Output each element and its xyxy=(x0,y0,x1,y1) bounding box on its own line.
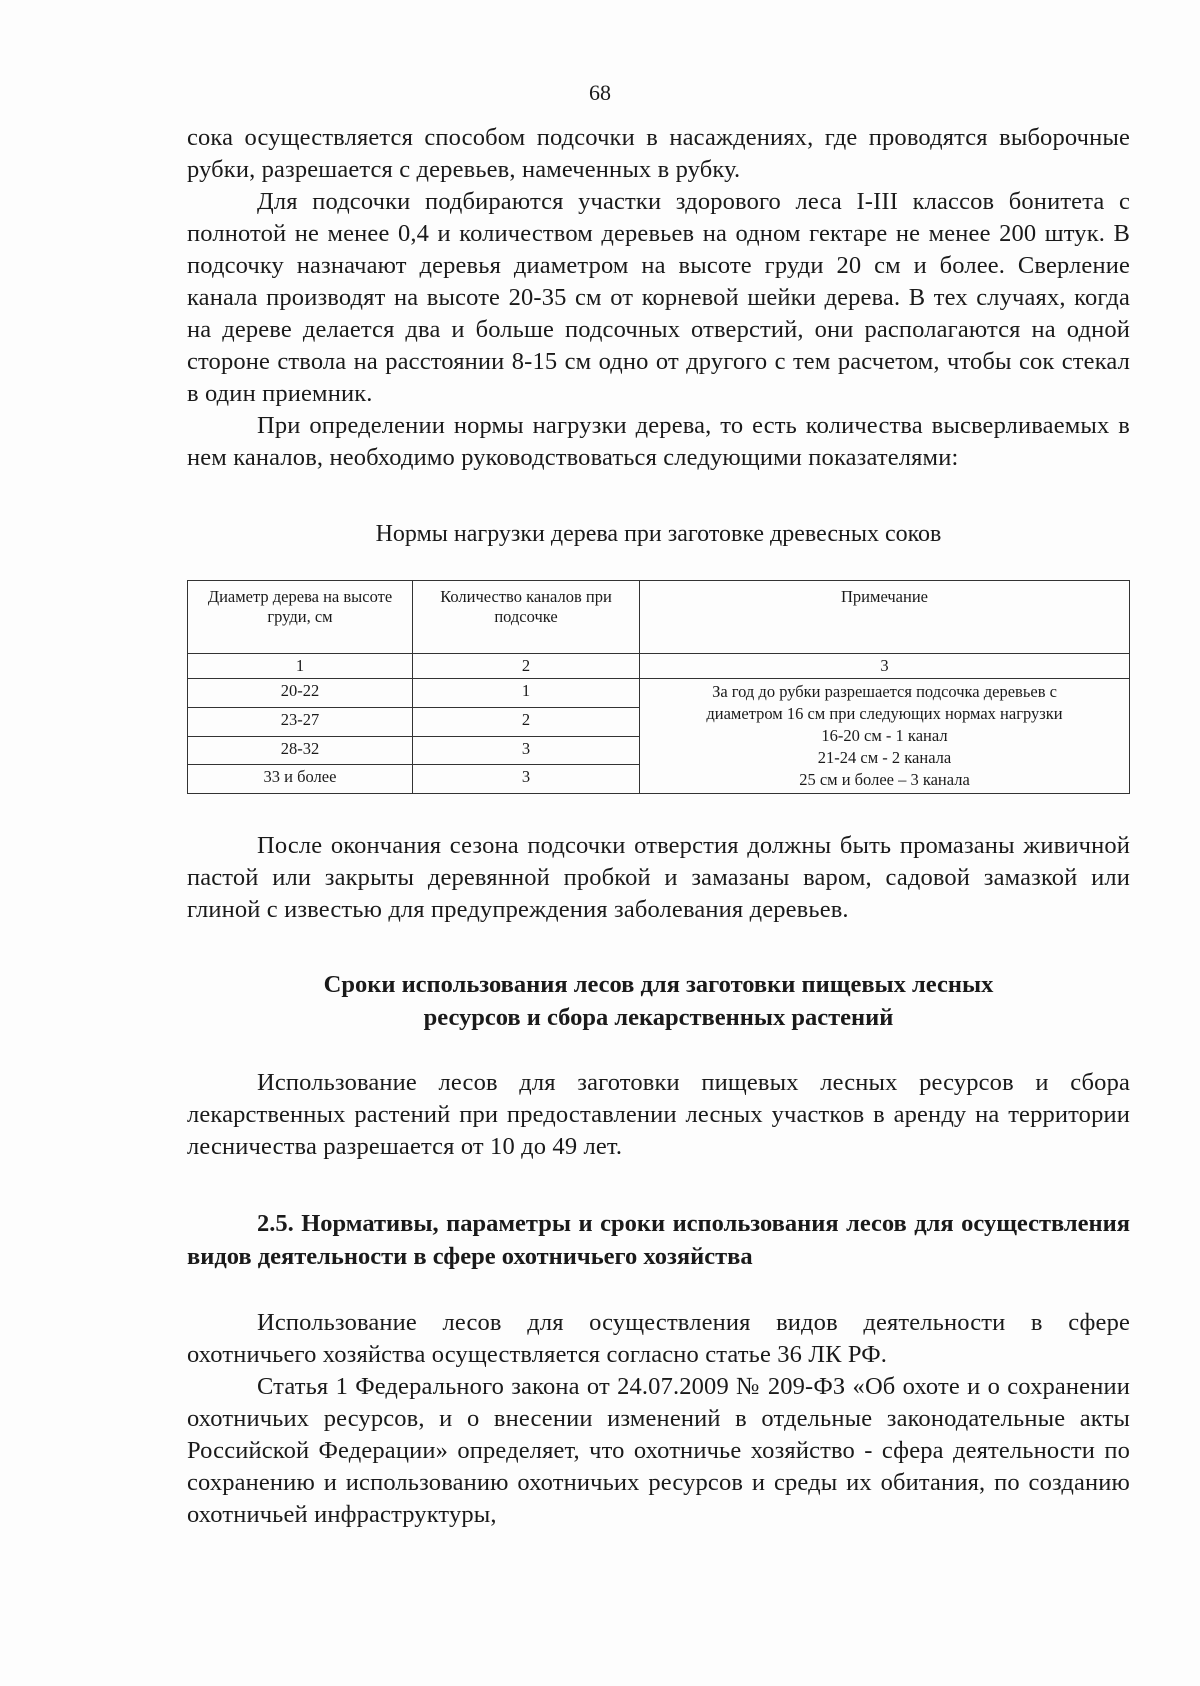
column-number: 3 xyxy=(640,654,1130,679)
note-line: диаметром 16 см при следующих нормах нагрузки xyxy=(706,704,1063,723)
paragraph-continuation: сока осуществляется способом подсочки в насаждениях, где проводятся выборочные рубки, разрешается с деревьев, намеченных в рубку. xyxy=(187,124,1130,183)
paragraph-after-tapping: После окончания сезона подсочки отверстия должны быть промазаны живичной пастой или закрыты деревянной пробкой и замазаны варом, садовой замазкой или глиной с известью для предупреждения заболевания деревьев. xyxy=(187,832,1130,923)
section-title-hunting: 2.5. Нормативы, параметры и сроки использования лесов для осуществления видов деятельности в сфере охотничьего хозяйства xyxy=(187,1210,1130,1270)
header-diameter: Диаметр дерева на высоте груди, см xyxy=(188,581,413,654)
cell-diameter: 23-27 xyxy=(188,707,413,736)
table-column-numbers-row xyxy=(188,654,1130,679)
note-line: За год до рубки разрешается подсочка деревьев с xyxy=(712,682,1057,701)
cell-diameter: 33 и более xyxy=(188,765,413,794)
page-content xyxy=(187,122,1130,1531)
paragraph-food-resources: Использование лесов для заготовки пищевых лесных ресурсов и сбора лекарственных растений при предоставлении лесных участков в аренду на территории лесничества разрешается от 10 до 49 лет. xyxy=(187,1069,1130,1160)
table-header-row xyxy=(188,581,1130,654)
cell-diameter: 28-32 xyxy=(188,736,413,765)
paragraph-tapping-sites: Для подсочки подбираются участки здорового леса I-III классов бонитета с полнотой не менее 0,4 и количеством деревьев на одном гектаре не менее 200 штук. В подсочку назначают деревья диаметром на высоте груди 20 см и более. Сверление канала производят на высоте 20-35 см от корневой шейки дерева. В тех случаях, когда на дереве делается два и больше подсочных отверстий, они располагаются на одной стороне ствола на расстоянии 8-15 см одно от другого с тем расчетом, чтобы сок стекал в один приемник. xyxy=(187,188,1130,407)
note-line: 21-24 см - 2 канала xyxy=(817,748,952,767)
page-number: 68 xyxy=(589,80,611,105)
section-title-food-resources xyxy=(187,968,1130,1034)
cell-note xyxy=(640,679,1130,794)
paragraph-hunting-article-36: Использование лесов для осуществления видов деятельности в сфере охотничьего хозяйства осуществляется согласно статье 36 ЛК РФ. xyxy=(187,1309,1130,1368)
section-title-line: Сроки использования лесов для заготовки пищевых лесных xyxy=(323,971,994,998)
note-line: 16-20 см - 1 канал xyxy=(821,726,948,745)
cell-channels: 1 xyxy=(413,679,640,708)
cell-channels: 3 xyxy=(413,765,640,794)
column-number: 2 xyxy=(413,654,640,679)
header-channels: Количество каналов при подсочке xyxy=(413,581,640,654)
cell-channels: 3 xyxy=(413,736,640,765)
cell-channels: 2 xyxy=(413,707,640,736)
column-number: 1 xyxy=(188,654,413,679)
load-norms-table xyxy=(187,580,1130,794)
table-title: Нормы нагрузки дерева при заготовке древесных соков xyxy=(375,521,942,547)
header-note: Примечание xyxy=(640,581,1130,654)
table-row xyxy=(188,679,1130,708)
paragraph-hunting-law: Статья 1 Федерального закона от 24.07.2009 № 209-ФЗ «Об охоте и о сохранении охотничьих ресурсов, и о внесении изменений в отдельные законодательные акты Российской Федерации» определяет, что охотничье хозяйство - сфера деятельности по сохранению и использованию охотничьих ресурсов и среды их обитания, по созданию охотничьей инфраструктуры, xyxy=(187,1373,1130,1528)
cell-diameter: 20-22 xyxy=(188,679,413,708)
note-line: 25 см и более – 3 канала xyxy=(799,770,970,789)
section-title-line: ресурсов и сбора лекарственных растений xyxy=(423,1004,894,1031)
paragraph-load-norms-intro: При определении нормы нагрузки дерева, то есть количества высверливаемых в нем каналов, необходимо руководствоваться следующими показателями: xyxy=(187,412,1130,471)
